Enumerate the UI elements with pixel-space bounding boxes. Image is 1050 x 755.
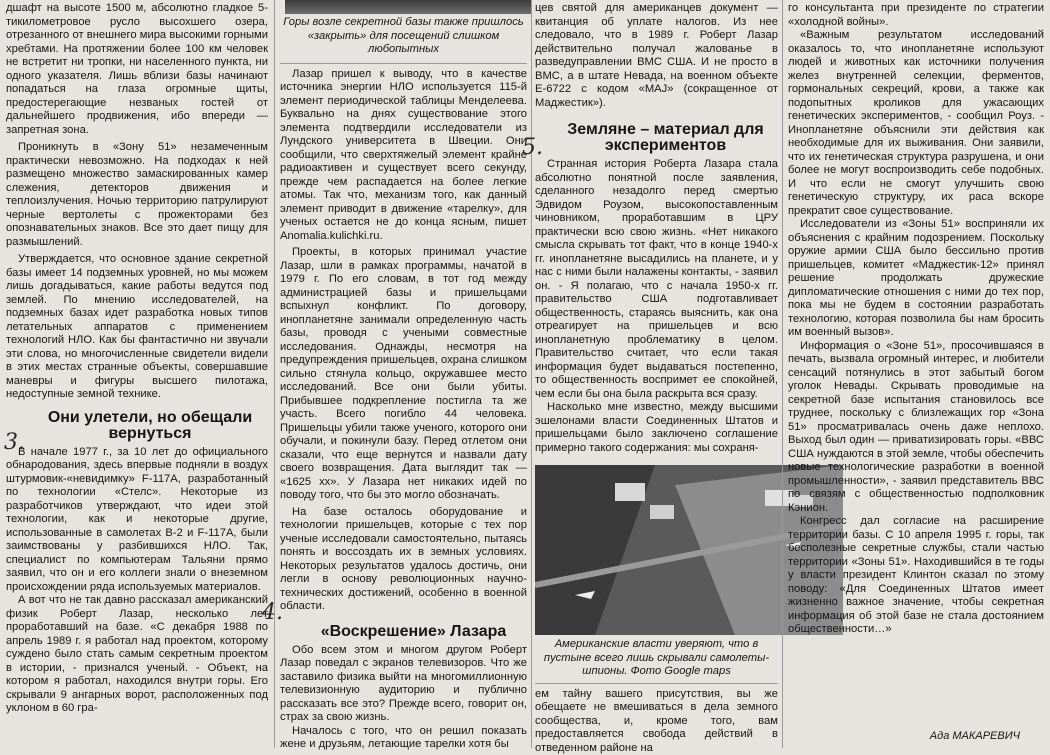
section-number-3: 3. [4,430,25,455]
photo-mountains [285,0,531,14]
col1-intro: дшафт на высоте 1500 м, абсолютно гладкое 5-тикилометровое русло высохшего озера, отрезанного от внешнего мира высокими горными хребтами. На протяжении более 100 км человек не встретит ни тропки, ни населенного пункта, ни одного указателя. Лишь вблизи базы начинают попадаться на глаза огромные щиты, предостерегающие незваных гостей от дальнейшего продвижения, ибо впереди — запретная зона. [6,2,268,137]
col2-paragraph: Обо всем этом и многом другом Роберт Лазар поведал с экранов телевизоров. Что же заставило физика выйти на многомиллионную телевизионную аудиторию и публично рассказать все это? Прежде всего, говорит он, страх за свою жизнь. [280,644,527,725]
col4-paragraph: Конгресс дал согласие на расширение территории базы. С 10 апреля 1995 г. горы, так бесполезные секретные службы, стали частью территории «Зоны 51». Находившийся в те годы у власти президент Клинтон сказал по этому поводу: «Для Соединенных Штатов имеет жизненно важное значение, чтобы секретная информация об этой базе не стала достоянием общественности…» [788,515,1044,637]
col4-paragraph: Информация о «Зоне 51», просочившаяся в печать, вызвала огромный интерес, и любители сенсаций потянулись в этот забытый богом уголок Невады. Скрывать проводимые на секретной базе испытания становилось все труднее, поскольку с близлежащих гор «Зона 51» просматривалась очень даже неплохо. Выход был один — приватизировать горы. «ВВС США нуждаются в этой земле, чтобы обеспечить новые технологические разработки в военной промышленности», - заявил представитель ВВС по связям с общественностью подполковник Кэнион. [788,340,1044,516]
section-heading-3: Они улетели, но обещали вернуться [6,410,268,442]
col1-paragraph: Проникнуть в «Зону 51» незамеченным практически невозможно. На подходах к ней размещено множество замаскированных камер слежения, детекторов движения и теплоизлучения. Ночью территорию патрулируют черные вертолеты с прожекторами без опознавательных знаков. Все это дает пищу для размышлений. [6,141,268,249]
column-3 [535,2,778,455]
photo-caption: Горы возле секретной базы также пришлось «закрыть» для посещений слишком любопытных [280,16,527,57]
col1-paragraph: В начале 1977 г., за 10 лет до официального обнародования, здесь впервые подняли в воздух штурмовик-«невидимку» F-117A, разработанный по технологии «Стелс». Некоторые из разработчиков утверждают, что идеи этой технологии, как и некоторые другие, использованные в самолетах B-2 и F-117A, были заимствованы у разбившихся НЛО. Так, специалист по компьютерам Тальяни прямо заявил, что он и его коллеги знали о внеземном происхождении ряда используемых материалов. [6,446,268,595]
section-heading-5: Земляне – материал для экспериментов [535,122,778,154]
column-1 [6,2,268,716]
col3-paragraph: цев святой для американцев документ — квитанция об уплате налогов. Из нее следовало, что в 1989 г. Роберт Лазар действительно получал жалованье в разведуправлении ВМС США. И не просто в ВМС, а в штате Невада, на военном объекте E-6722 с кодом «MAJ» (сокращенное от Маджестик»). [535,2,778,110]
col2-paragraph: На базе осталось оборудование и технологии пришельцев, которые с тех пор ученые исследовали самостоятельно, пытаясь понять и воссоздать их в земных условиях. Некоторых результатов удалось достичь, они легли в основу революционных научно-технических достижений, особенно в военной области. [280,506,527,614]
col4-paragraph: го консультанта при президенте по стратегии «холодной войны». [788,2,1044,29]
col1-paragraph: А вот что не так давно рассказал американский физик Роберт Лазар, несколько лет проработавший на базе. «С декабря 1988 по апрель 1989 г. я работал над проектом, которому суждено было стать самым секретным проектом в истории, - признался ученый. - Объект, на котором я работал, находился внутри горы. Его скрывали 9 ангарных ворот, расположенных под уклоном в 60 гра- [6,594,268,716]
section-number-4: 4. [262,600,283,625]
column-divider [531,0,532,748]
col3-paragraph: Странная история Роберта Лазара стала абсолютно понятной после заявления, сделанного незадолго перед смертью Эдвидом Роузом, высокопоставленным чиновником, проработавшим в ЦРУ практически всю свою жизнь. «Нет никакого смысла скрывать тот факт, что в конце 1940-х гг. инопланетяне высадились на планете, и у нас с ними были налажены контакты, - заявил он. - Я полагаю, что с начала 1950-х гг. правительство США подготавливает общественность, стараясь выяснить, как она отреагирует на пришельцев и всю инопланетную проблематику в целом. Правительство считает, что если такая информация будет выдаваться постепенно, то общественность воспримет ее спокойней, чем если бы она была раскрыта вся сразу. [535,158,778,401]
caption-rule [280,63,527,64]
col2-paragraph: Началось с того, что он решил показать жене и друзьям, летающие тарелки хотя бы [280,725,527,752]
column-divider [274,0,275,748]
section-number-5: 5. [522,135,543,160]
col2-paragraph: Лазар пришел к выводу, что в качестве источника энергии НЛО используется 115-й элемент периодической таблицы Менделеева. Буквально на днях существование этого элемента подтвердили исследователи из Лундского университета в Швеции. Они сообщили, что сверхтяжелый элемент крайне радиоактивен и существует всего секунду, прежде чем распадается на более легкие атомы. Так что, механизм того, как данный элемент приводит в движение «тарелку», для ученых остается не до конца ясным, пишет Anomalia.kulichki.ru. [280,68,527,244]
caption-rule [535,683,778,684]
col1-paragraph: Утверждается, что основное здание секретной базы имеет 14 подземных уровней, но мы можем лишь догадываться, какие работы ведутся под землей. По мнению исследователей, на подземных базах идет разработка новых типов летательных аппаратов с применением технологий НЛО. Как бы фантастично ни звучали эти слова, но многочисленные свидетели видели в этих местах странные объекты, совершавшие маневры и фигуры высшего пилотажа, недоступные земной технике. [6,253,268,402]
column-4 [788,2,1044,637]
section-heading-4: «Воскрешение» Лазара [280,624,527,640]
col4-paragraph: «Важным результатом исследований оказалось то, что инопланетяне используют людей и животных как источники получения желез внутренней селекции, ферментов, гормональных секреций, крови, а также как подопытных кроликов для ужасающих генетических экспериментов, - сообщил Роуз. - Инопланетяне объяснили эти действия как необходимые для их выживания. Они заявили, что их генетическая структура разрушена, и они более не могут воспроизводить себе подобных. И что если не смогут улучшить свою генетическую структуру, их раса вскоре прекратит свое существование. [788,29,1044,218]
col4-paragraph: Исследователи из «Зоны 51» восприняли их объяснения с крайним подозрением. Поскольку оружие армии США было бессильно против пришельцев, комитет «Маджестик-12» принял решение продолжать дружеские дипломатические отношения с ними до тех пор, пока мы не будем в состоянии разработать технологию, которая позволила бы нам бросить им военный вызов». [788,218,1044,340]
column-2 [280,16,527,752]
col2-paragraph: Проекты, в которых принимал участие Лазар, шли в рамках программы, начатой в 1979 г. По его словам, в тот год между администрацией базы и пришельцами вспыхнул конфликт. По договору, инопланетяне занимали определенную часть базы, проводя с учеными совместные исследования. Однажды, несмотря на предупреждения пришельцев, охрана слишком сильно стянула кольцо, окружавшее место исследований. Все они были убиты. Прибывшее подкрепление постигла та же участь. Всего погибло 44 человека. Пришельцы убили также ученого, которого они обучали, и покинули базу. Перед отлетом они сказали, что еще вернутся и назвали дату своего возвращения. Дата выглядит так — «1625 хх». У Лазара нет никаких идей по поводу того, что бы это могло обозначать. [280,246,527,503]
photo-caption-block [535,638,778,755]
author-signature: Ада МАКАРЕВИЧ [930,730,1020,742]
col3-paragraph: Насколько мне известно, между высшими эшелонами власти Соединенных Штатов и пришельцами было заключено соглашение примерно такого содержания: мы сохраня- [535,401,778,455]
col3-paragraph: ем тайну вашего присутствия, вы же обещаете не вмешиваться в дела земного сообщества, и, кроме того, вам предоставляется свобода действий в отведенном районе на [535,688,778,755]
aerial-photo-caption: Американские власти уверяют, что в пустыне всего лишь скрывали самолеты-шпионы. Фото Google maps [535,638,778,679]
column-divider [782,0,783,748]
